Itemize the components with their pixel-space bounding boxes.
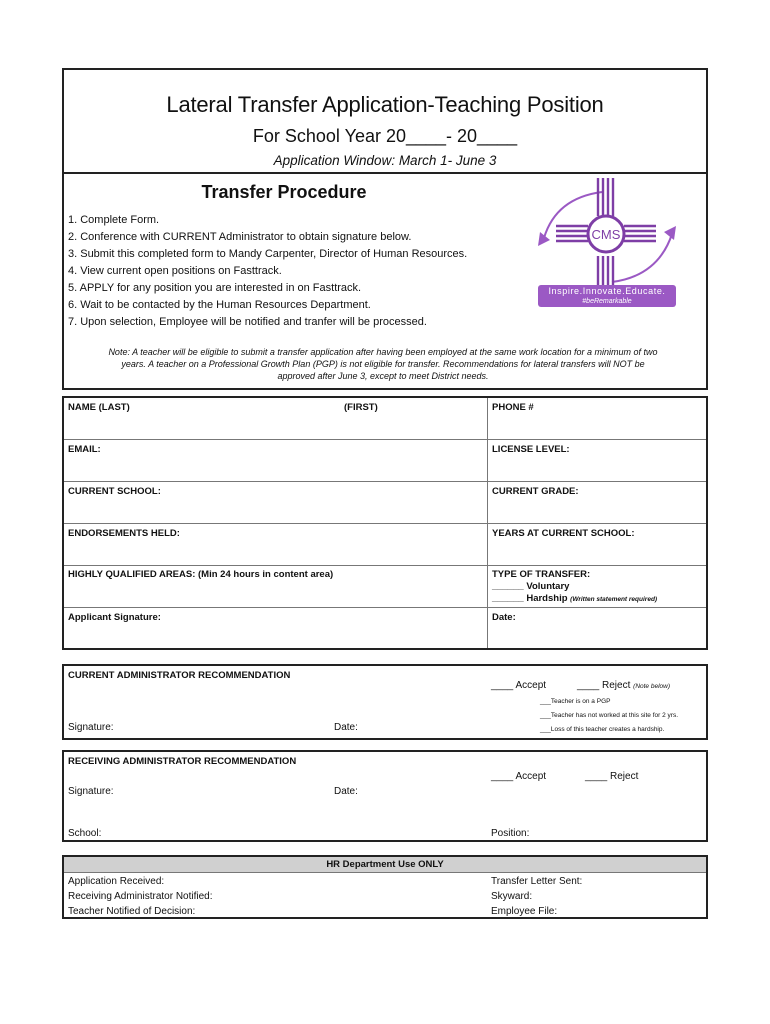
current-admin-heading: CURRENT ADMINISTRATOR RECOMMENDATION <box>68 670 291 681</box>
email-label: EMAIL: <box>68 444 101 455</box>
receiving-position-label: Position: <box>491 828 530 839</box>
hr-teacher-notified: Teacher Notified of Decision: <box>68 906 196 917</box>
procedure-steps <box>68 212 467 331</box>
school-label: CURRENT SCHOOL: <box>68 486 161 497</box>
applicant-signature-cell[interactable] <box>64 608 488 648</box>
procedure-step: 6. Wait to be contacted by the Human Resources Department. <box>68 299 371 311</box>
note-line: approved after June 3, except to meet District needs. <box>277 371 489 381</box>
hq-row <box>64 566 706 608</box>
procedure-step: 4. View current open positions on Fasttrack. <box>68 265 282 277</box>
phone-cell[interactable] <box>488 398 706 439</box>
procedure-step: 7. Upon selection, Employee will be notified and tranfer will be processed. <box>68 316 427 328</box>
signature-row <box>64 608 706 648</box>
applicant-date-cell[interactable] <box>488 608 706 648</box>
receiving-reject-option[interactable]: ____ Reject <box>585 771 639 782</box>
reject-note: (Note below) <box>633 683 671 690</box>
receiving-signature-label: Signature: <box>68 786 114 797</box>
name-row <box>64 398 706 440</box>
phone-label: PHONE # <box>492 402 534 413</box>
current-signature-label: Signature: <box>68 722 114 733</box>
years-cell[interactable] <box>488 524 706 565</box>
application-form <box>62 68 708 917</box>
current-accept-option[interactable]: ____ Accept <box>491 680 547 691</box>
name-cell[interactable] <box>64 398 488 439</box>
eligibility-note <box>70 346 696 382</box>
logo-tagline <box>538 285 676 307</box>
procedure-step: 1. Complete Form. <box>68 214 160 226</box>
application-window: Application Window: March 1- June 3 <box>273 153 497 168</box>
endorsements-row <box>64 524 706 566</box>
procedure-step: 3. Submit this completed form to Mandy Carpenter, Director of Human Resources. <box>68 248 468 260</box>
hardship-option[interactable] <box>492 593 657 604</box>
procedure-step: 5. APPLY for any position you are interested in on Fasttrack. <box>68 282 362 294</box>
form-title: Lateral Transfer Application-Teaching Position <box>166 92 604 117</box>
reason-pgp[interactable]: ___Teacher is on a PGP <box>540 698 611 705</box>
email-cell[interactable] <box>64 440 488 481</box>
applicant-signature-label: Applicant Signature: <box>68 612 161 623</box>
receiving-school-label: School: <box>68 828 102 839</box>
note-line: Note: A teacher will be eligible to submit a transfer application after having been employed at the same work location for a minimum of two <box>108 347 658 357</box>
receiving-admin-section <box>62 750 708 842</box>
email-row <box>64 440 706 482</box>
transfer-type-label: TYPE OF TRANSFER: <box>492 569 591 580</box>
receiving-date-label: Date: <box>334 786 358 797</box>
hr-skyward: Skyward: <box>491 891 533 902</box>
current-admin-section <box>62 664 708 740</box>
procedure-step: 2. Conference with CURRENT Administrator to obtain signature below. <box>68 231 412 243</box>
applicant-info-table <box>62 396 708 650</box>
license-cell[interactable] <box>488 440 706 481</box>
current-reject-label: ____ Reject <box>577 680 631 691</box>
procedure-title: Transfer Procedure <box>201 182 367 202</box>
reason-two-years[interactable]: ___Teacher has not worked at this site for 2 yrs. <box>540 712 679 719</box>
endorsements-cell[interactable] <box>64 524 488 565</box>
note-line: years. A teacher on a Professional Growth Plan (PGP) is not eligible for transfer. Recommendations for lateral transfers will NOT be <box>121 359 645 369</box>
name-first-label: (FIRST) <box>344 402 378 413</box>
years-label: YEARS AT CURRENT SCHOOL: <box>492 528 635 539</box>
hr-application-received: Application Received: <box>68 876 165 887</box>
logo-hashtag: #beRemarkable <box>582 298 632 305</box>
endorsements-label: ENDORSEMENTS HELD: <box>68 528 180 539</box>
school-cell[interactable] <box>64 482 488 523</box>
name-last-label: NAME (LAST) <box>68 402 130 413</box>
transfer-type-cell[interactable] <box>488 566 706 607</box>
license-label: LICENSE LEVEL: <box>492 444 570 455</box>
school-year: For School Year 20____- 20____ <box>252 126 518 146</box>
logo-tagline-text: Inspire.Innovate.Educate. <box>548 286 666 296</box>
grade-cell[interactable] <box>488 482 706 523</box>
hardship-note: (Written statement required) <box>570 596 658 603</box>
logo-text: CMS <box>591 227 621 242</box>
grade-label: CURRENT GRADE: <box>492 486 579 497</box>
school-row <box>64 482 706 524</box>
hr-heading: HR Department Use ONLY <box>64 857 706 873</box>
hq-cell[interactable] <box>64 566 488 607</box>
current-date-label: Date: <box>334 722 358 733</box>
current-reject-option[interactable] <box>577 680 670 691</box>
receiving-admin-heading: RECEIVING ADMINISTRATOR RECOMMENDATION <box>68 756 297 767</box>
hq-label: HIGHLY QUALIFIED AREAS: (Min 24 hours in content area) <box>68 569 334 580</box>
voluntary-option[interactable]: ______ Voluntary <box>492 581 570 592</box>
hr-receiving-admin-notified: Receiving Administrator Notified: <box>68 891 213 902</box>
reason-hardship[interactable]: ___Loss of this teacher creates a hardship. <box>540 726 665 733</box>
form-header <box>62 68 708 172</box>
hardship-label: ______ Hardship <box>492 593 568 604</box>
hr-employee-file: Employee File: <box>491 906 558 917</box>
hr-section <box>62 855 708 919</box>
applicant-date-label: Date: <box>492 612 516 623</box>
receiving-accept-option[interactable]: ____ Accept <box>491 771 547 782</box>
hr-transfer-letter: Transfer Letter Sent: <box>491 876 583 887</box>
